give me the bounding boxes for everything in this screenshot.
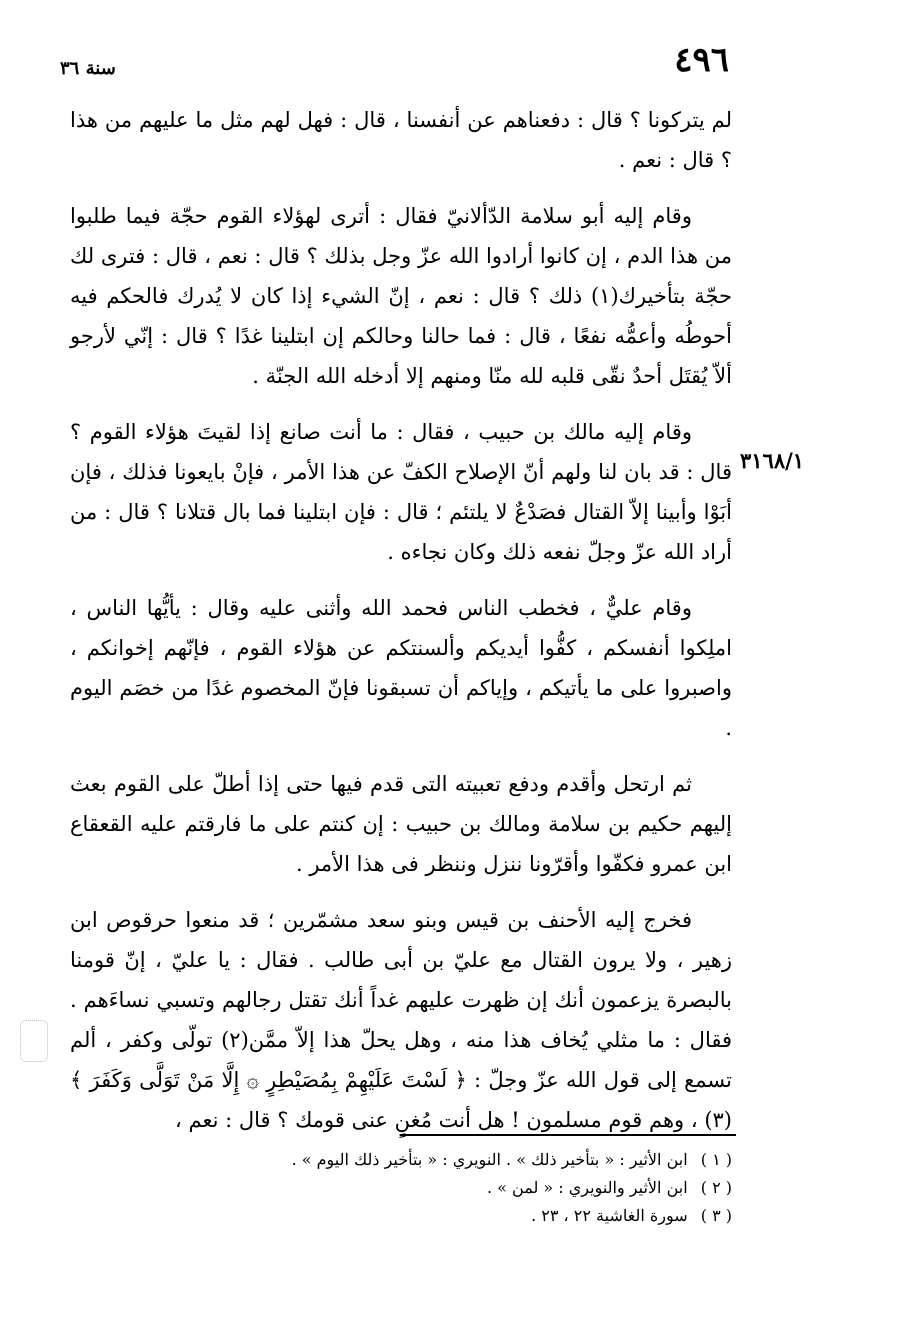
footnote xyxy=(170,1174,732,1202)
footnote-number: ( ٢ ) xyxy=(700,1178,732,1197)
main-text xyxy=(70,100,732,1156)
footnote-text: سورة الغاشية ٢٢ ، ٢٣ . xyxy=(531,1206,688,1225)
footnote-text: ابن الأثير : « بتأخير ذلك » . النويري : « بتأخير ذلك اليوم » . xyxy=(291,1150,688,1169)
running-year: سنة ٣٦ xyxy=(60,58,116,79)
page-header xyxy=(60,40,729,80)
paragraph: لم يتركونا ؟ قال : دفعناهم عن أنفسنا ، قال : فهل لهم مثل ما عليهم من هذا ؟ قال : نعم . xyxy=(70,108,732,172)
paragraph: ثم ارتحل وأقدم ودفع تعبيته التى قدم فيها حتى إذا أطلّ على القوم بعث إليهم حكيم بن سلامة ومالك بن حبيب : إن كنتم على ما فارقتم عليه القعقاع ابن عمرو فكفّوا وأقرّونا ننزل وننظر فى هذا الأمر . xyxy=(70,772,732,876)
paragraph: وقام إليه أبو سلامة الدّألانيّ فقال : أترى لهؤلاء القوم حجّة فيما طلبوا من هذا الدم ، إن كانوا أرادوا الله عزّ وجل بذلك ؟ قال : نعم ، قال : فترى لك حجّة بتأخيرك(١) ذلك ؟ قال : نعم ، إنّ الشيء إذا كان لا يُدرك فالحكم فيه أحوطُه وأعمُّه نفعًا ، قال : فما حالنا وحالكم إن ابتلينا غدًا ؟ قال : إنّي لأرجو ألاّ يُقتَل أحدٌ نقّى قلبه لله منّا ومنهم إلا أدخله الله الجنّة . xyxy=(70,204,732,388)
footnote-number: ( ١ ) xyxy=(700,1150,732,1169)
footnote-divider xyxy=(400,1134,736,1136)
page-number: ٤٩٦ xyxy=(674,40,729,80)
footnotes xyxy=(170,1146,732,1230)
margin-reference: ٣١٦٨/١ xyxy=(740,448,805,473)
paragraph: وقام إليه مالك بن حبيب ، فقال : ما أنت صانع إذا لقيتَ هؤلاء القوم ؟ قال : قد بان لنا ولهم أنّ الإصلاح الكفّ عن هذا الأمر ، فإنْ بايعونا فذلك ، فإن أبَوْا وأبينا إلاّ القتال فصَدْعٌ لا يلتئم ؛ قال : فإن ابتلينا فما بال قتلانا ؟ قال : من أراد الله عزّ وجلّ نفعه ذلك وكان نجاءه . xyxy=(70,420,732,564)
paragraph: فخرج إليه الأحنف بن قيس وبنو سعد مشمّرين ؛ قد منعوا حرقوص ابن زهير ، ولا يرون القتال مع عليّ بن أبى طالب . فقال : يا عليّ ، إنّ قومنا بالبصرة يزعمون أنك إن ظهرت عليهم غداً أنك تقتل رجالهم وتسبي نساءَهم . فقال : ما مثلي يُخاف هذا منه ، وهل يحلّ هذا إلاّ ممَّن(٢) تولّى وكفر ، ألم تسمع إلى قول الله عزّ وجلّ : ﴿ لَسْتَ عَلَيْهِمْ بِمُصَيْطِرٍ ۞ إِلَّا مَنْ تَوَلَّى وَكَفَرَ ﴾(٣) ، وهم قوم مسلمون ! هل أنت مُغنٍ عنى قومك ؟ قال : نعم ، xyxy=(70,908,733,1132)
footnote xyxy=(170,1146,732,1174)
footnote xyxy=(170,1202,732,1230)
library-stamp-mark xyxy=(20,1020,48,1062)
footnote-text: ابن الأثير والنويري : « لمن » . xyxy=(486,1178,688,1197)
footnote-number: ( ٣ ) xyxy=(700,1206,732,1225)
paragraph: وقام عليٌّ ، فخطب الناس فحمد الله وأثنى عليه وقال : يأيُّها الناس ، املِكوا أنفسكم ، كفُّوا أيديكم وألسنتكم عن هؤلاء القوم ، فإنّهم إخوانكم ، واصبروا على ما يأتيكم ، وإياكم أن تسبقونا فإنّ المخصوم غدًا من خصَم اليوم . xyxy=(70,596,732,740)
